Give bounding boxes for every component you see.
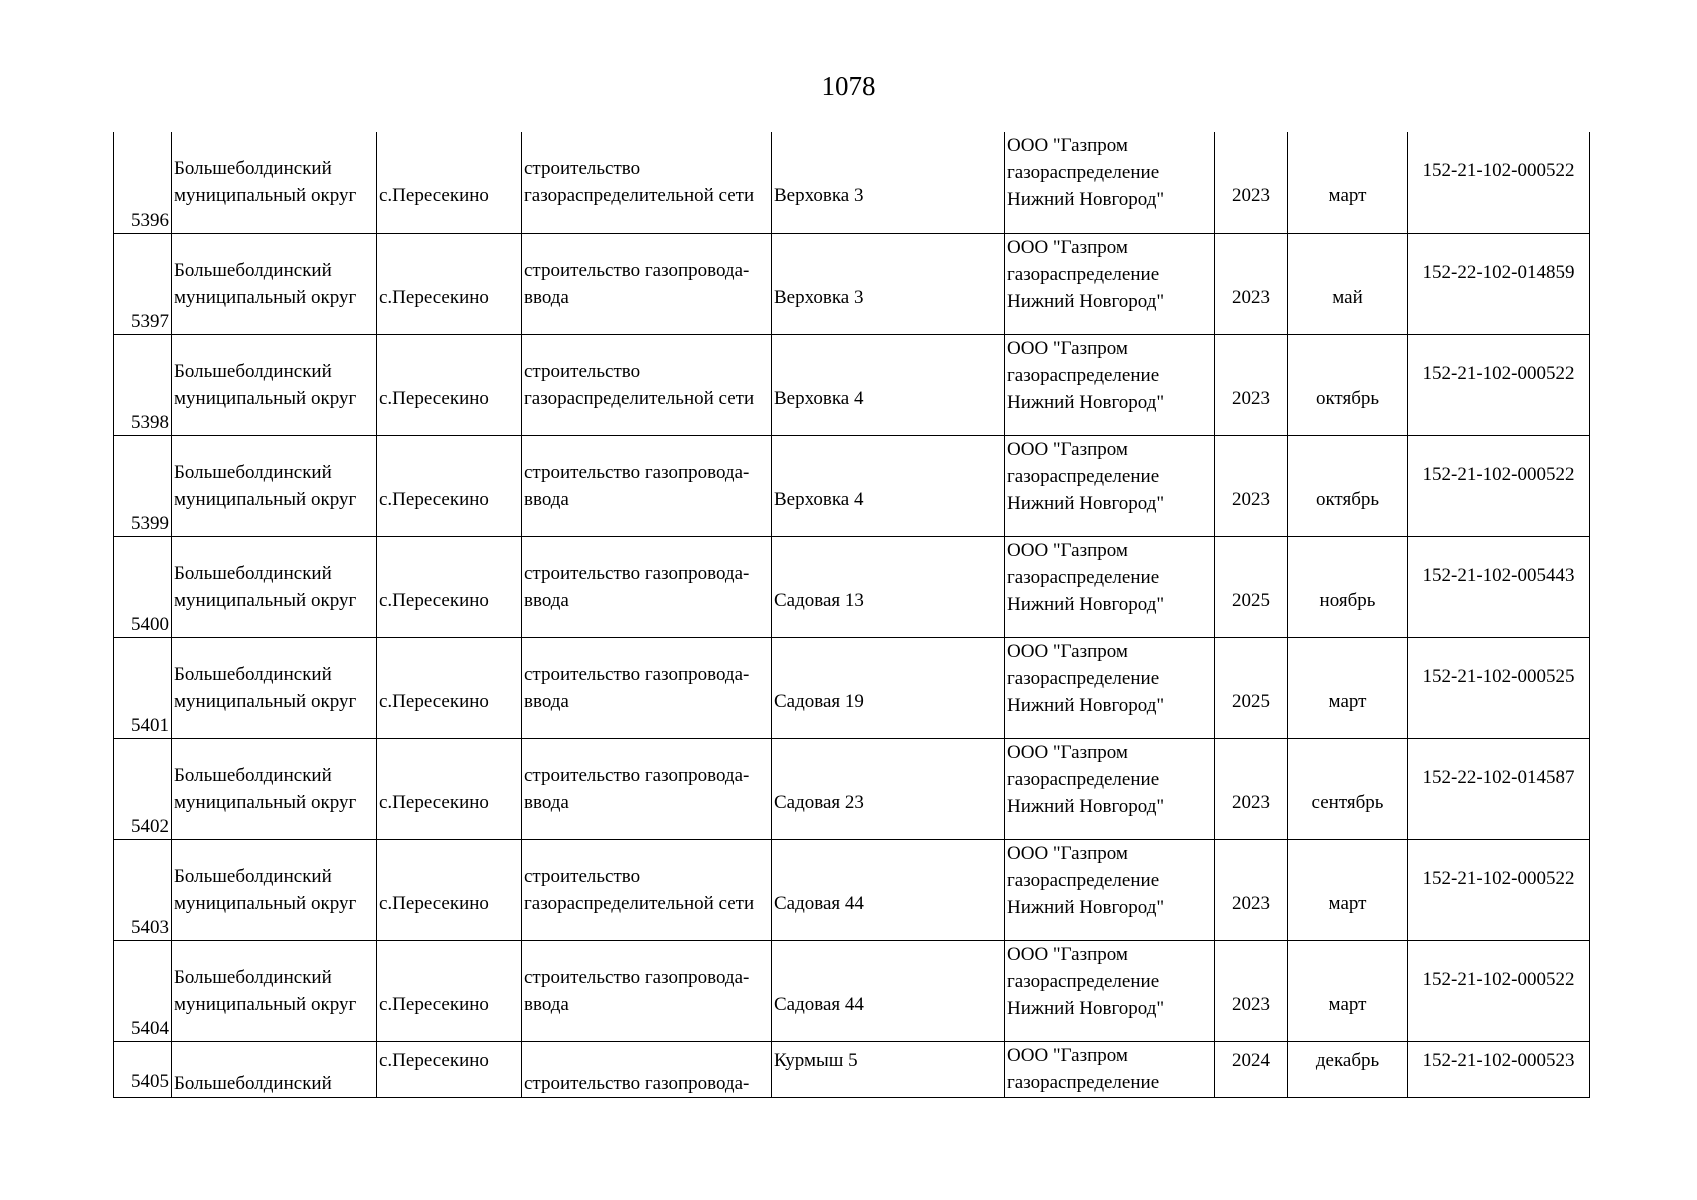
district-cell: Большеболдинский муниципальный округ [172,940,377,1041]
organization-cell: ООО "Газпром газораспределение Нижний Новгород" [1005,839,1215,940]
table-row [114,637,1590,738]
settlement-cell: с.Пересекино [377,536,522,637]
settlement-cell: с.Пересекино [377,839,522,940]
month-cell: сентябрь [1288,738,1408,839]
organization-cell: ООО "Газпром газораспределение [1005,1041,1215,1097]
month-cell: май [1288,233,1408,334]
code-cell: 152-22-102-014859 [1408,233,1590,334]
address-cell: Садовая 13 [772,536,1005,637]
gasification-table [113,132,1590,1098]
district-cell: Большеболдинский муниципальный округ [172,233,377,334]
organization-cell: ООО "Газпром газораспределение Нижний Новгород" [1005,637,1215,738]
settlement-cell: с.Пересекино [377,435,522,536]
code-cell: 152-21-102-000522 [1408,435,1590,536]
month-cell: октябрь [1288,334,1408,435]
settlement-cell: с.Пересекино [377,1041,522,1097]
work-type-cell: строительство газопровода- ввода [522,637,772,738]
code-cell: 152-21-102-000522 [1408,334,1590,435]
work-type-cell: строительство газопровода- [522,1041,772,1097]
month-cell: март [1288,637,1408,738]
work-type-cell: строительство газораспределительной сети [522,839,772,940]
row-number: 5401 [114,637,172,738]
settlement-cell: с.Пересекино [377,233,522,334]
district-cell: Большеболдинский муниципальный округ [172,334,377,435]
year-cell: 2025 [1215,536,1288,637]
organization-cell: ООО "Газпром газораспределение Нижний Новгород" [1005,132,1215,233]
work-type-cell: строительство газопровода- ввода [522,536,772,637]
settlement-cell: с.Пересекино [377,738,522,839]
address-cell: Верховка 3 [772,132,1005,233]
month-cell: октябрь [1288,435,1408,536]
year-cell: 2023 [1215,435,1288,536]
settlement-cell: с.Пересекино [377,334,522,435]
code-cell: 152-21-102-000522 [1408,132,1590,233]
year-cell: 2023 [1215,334,1288,435]
year-cell: 2023 [1215,940,1288,1041]
table-row [114,940,1590,1041]
month-cell: ноябрь [1288,536,1408,637]
month-cell: март [1288,839,1408,940]
settlement-cell: с.Пересекино [377,132,522,233]
row-number: 5396 [114,132,172,233]
row-number: 5398 [114,334,172,435]
organization-cell: ООО "Газпром газораспределение Нижний Новгород" [1005,738,1215,839]
address-cell: Курмыш 5 [772,1041,1005,1097]
row-number: 5402 [114,738,172,839]
month-cell: март [1288,132,1408,233]
table-row [114,334,1590,435]
district-cell: Большеболдинский [172,1041,377,1097]
work-type-cell: строительство газораспределительной сети [522,334,772,435]
table-row [114,435,1590,536]
year-cell: 2023 [1215,233,1288,334]
district-cell: Большеболдинский муниципальный округ [172,637,377,738]
work-type-cell: строительство газопровода- ввода [522,940,772,1041]
settlement-cell: с.Пересекино [377,940,522,1041]
address-cell: Садовая 44 [772,839,1005,940]
year-cell: 2023 [1215,132,1288,233]
code-cell: 152-21-102-000522 [1408,839,1590,940]
address-cell: Верховка 4 [772,435,1005,536]
row-number: 5404 [114,940,172,1041]
table-row [114,738,1590,839]
table-body [114,132,1590,1097]
district-cell: Большеболдинский муниципальный округ [172,132,377,233]
organization-cell: ООО "Газпром газораспределение Нижний Новгород" [1005,940,1215,1041]
organization-cell: ООО "Газпром газораспределение Нижний Новгород" [1005,233,1215,334]
table-row [114,536,1590,637]
year-cell: 2025 [1215,637,1288,738]
address-cell: Верховка 4 [772,334,1005,435]
address-cell: Верховка 3 [772,233,1005,334]
page-number: 1078 [821,71,876,101]
row-number: 5399 [114,435,172,536]
work-type-cell: строительство газопровода- ввода [522,435,772,536]
organization-cell: ООО "Газпром газораспределение Нижний Новгород" [1005,536,1215,637]
row-number: 5400 [114,536,172,637]
work-type-cell: строительство газопровода- ввода [522,233,772,334]
code-cell: 152-21-102-000525 [1408,637,1590,738]
month-cell: декабрь [1288,1041,1408,1097]
year-cell: 2023 [1215,738,1288,839]
year-cell: 2024 [1215,1041,1288,1097]
address-cell: Садовая 19 [772,637,1005,738]
address-cell: Садовая 44 [772,940,1005,1041]
organization-cell: ООО "Газпром газораспределение Нижний Новгород" [1005,334,1215,435]
code-cell: 152-21-102-000523 [1408,1041,1590,1097]
year-cell: 2023 [1215,839,1288,940]
district-cell: Большеболдинский муниципальный округ [172,738,377,839]
month-cell: март [1288,940,1408,1041]
table-row [114,132,1590,233]
address-cell: Садовая 23 [772,738,1005,839]
district-cell: Большеболдинский муниципальный округ [172,435,377,536]
district-cell: Большеболдинский муниципальный округ [172,839,377,940]
settlement-cell: с.Пересекино [377,637,522,738]
organization-cell: ООО "Газпром газораспределение Нижний Новгород" [1005,435,1215,536]
code-cell: 152-21-102-005443 [1408,536,1590,637]
table-row [114,233,1590,334]
work-type-cell: строительство газораспределительной сети [522,132,772,233]
code-cell: 152-22-102-014587 [1408,738,1590,839]
work-type-cell: строительство газопровода- ввода [522,738,772,839]
row-number: 5403 [114,839,172,940]
table-row [114,839,1590,940]
row-number: 5405 [114,1041,172,1097]
row-number: 5397 [114,233,172,334]
code-cell: 152-21-102-000522 [1408,940,1590,1041]
table-row [114,1041,1590,1097]
district-cell: Большеболдинский муниципальный округ [172,536,377,637]
